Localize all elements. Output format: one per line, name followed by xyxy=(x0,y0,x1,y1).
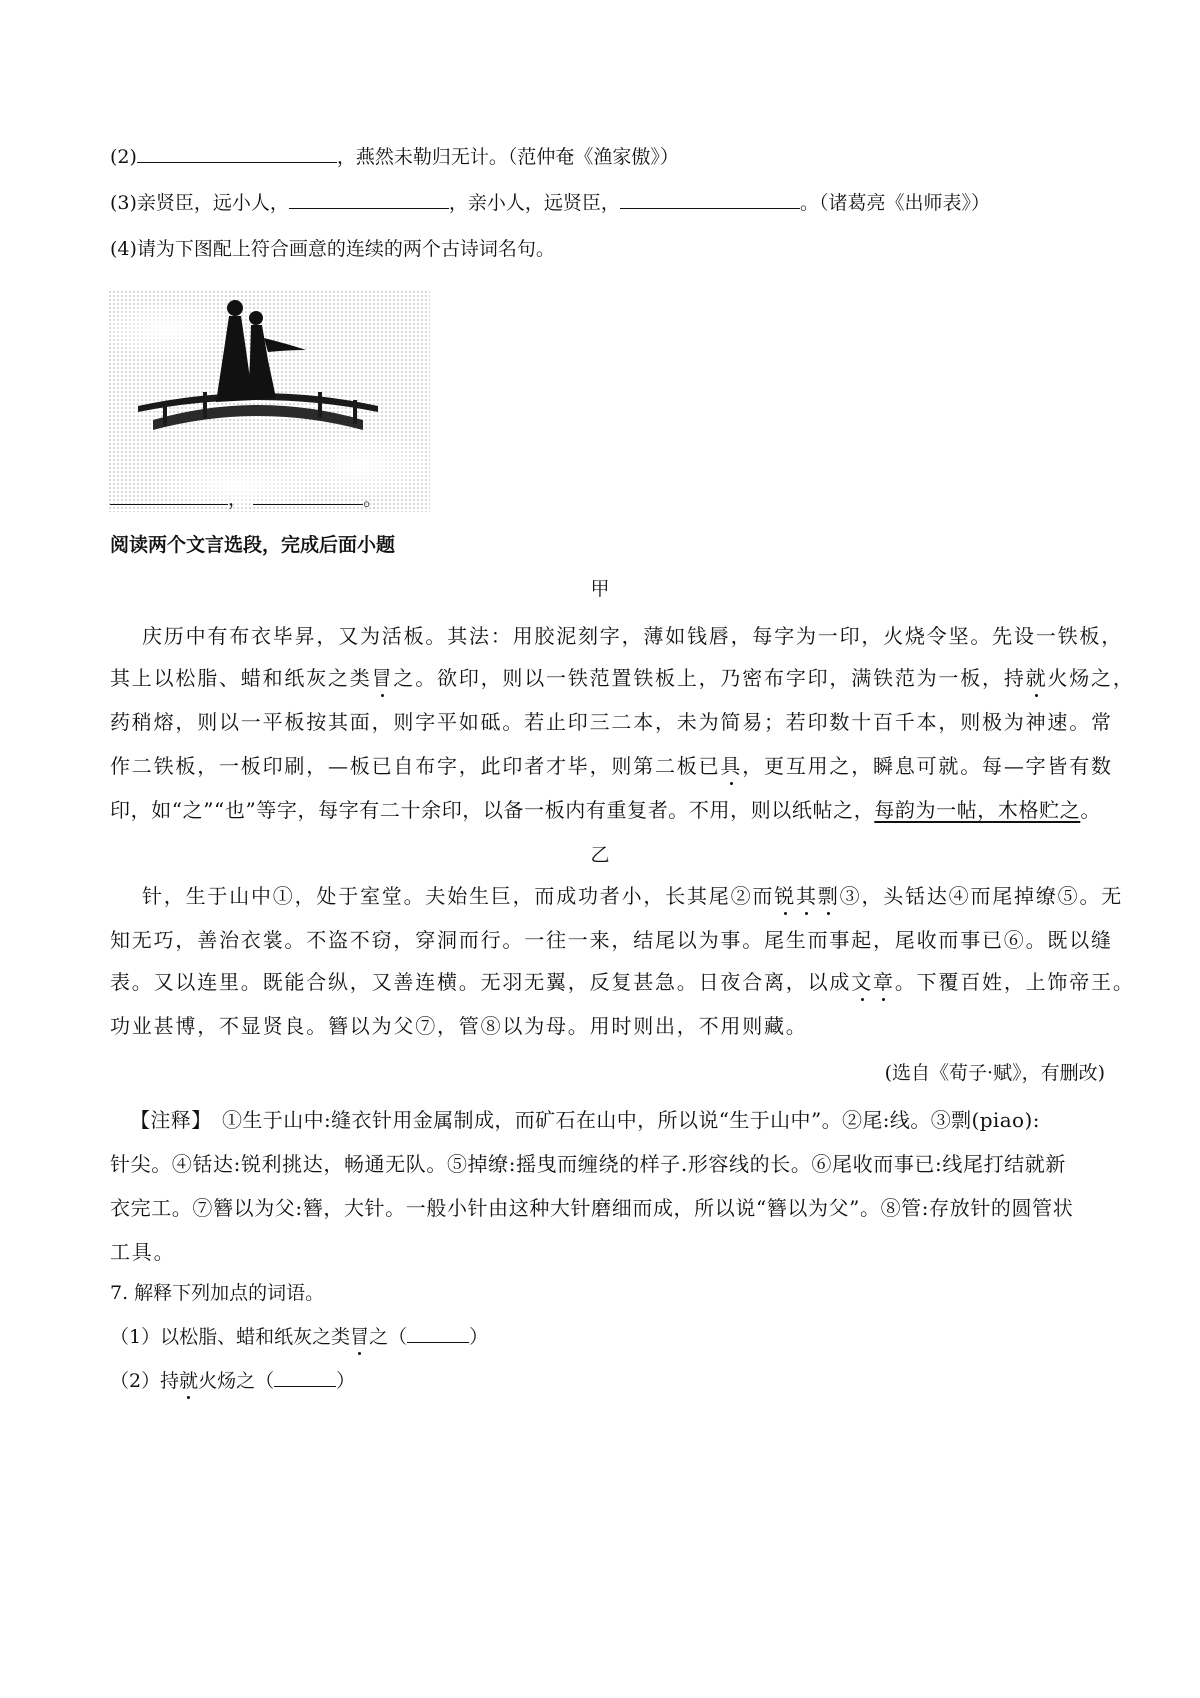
dotted-word: 锐 xyxy=(774,884,797,908)
answer-blank[interactable] xyxy=(110,486,228,505)
passage-b-line-1 xyxy=(110,880,1124,909)
text: 印，如“之”“也”等字，每字有二十余印，以备一板内有重复者。不用，则以纸帖之， xyxy=(110,798,875,822)
dotted-word: 章 xyxy=(873,970,895,994)
answer-blank[interactable] xyxy=(407,1324,469,1343)
passage-b-source: (选自《荀子·赋》，有删改) xyxy=(884,1062,1105,1084)
text: 之（ xyxy=(369,1326,408,1348)
dotted-word: 就 xyxy=(179,1370,199,1392)
answer-blank[interactable] xyxy=(253,486,363,505)
item-number: (2) xyxy=(110,146,137,168)
text: ③，头铦达④而尾掉缭⑤。无 xyxy=(839,884,1124,908)
passage-a-line-5 xyxy=(110,794,1100,823)
text: ，更互用之，瞬息可就。每—字皆有数 xyxy=(742,754,1113,778)
period: 。 xyxy=(363,488,383,510)
passage-a-line-4 xyxy=(110,750,1113,779)
q7-title: 7. 解释下列加点的词语。 xyxy=(110,1282,325,1304)
q7-item-2 xyxy=(110,1366,355,1393)
item-text: 。（诸葛亮《出师表》） xyxy=(799,192,990,214)
dotted-word: 冒 xyxy=(371,666,394,690)
passage-b-line-3 xyxy=(110,966,1135,995)
text: 。下覆百姓，上饰帝王。 xyxy=(894,970,1135,994)
q6-item-4: (4)请为下图配上符合画意的连续的两个古诗词名句。 xyxy=(110,238,555,260)
passage-a-line-3: 药稍熔，则以一平板按其面，则字平如砥。若止印三二本，未为简易；若印数十百千本，则极为神速。常 xyxy=(110,710,1113,734)
text: 表。又以连里。既能合纵，又善连横。无羽无翼，反复甚急。日夜合离，以成 xyxy=(110,970,852,994)
notes-line-2: 针尖。④铦达:锐利挑达，畅通无队。⑤掉缭:摇曳而缠绕的样子.形容线的长。⑥尾收而事已:线尾打结就新 xyxy=(110,1152,1066,1176)
passage-a-line-1: 庆历中有布衣毕昇，又为活板。其法：用胶泥刻字，薄如钱唇，每字为一印，火烧令坚。先设一铁板， xyxy=(142,624,1123,648)
passage-b-heading: 乙 xyxy=(590,844,610,866)
text: （1）以松脂、蜡和纸灰之类 xyxy=(110,1326,351,1348)
passage-a-line-2 xyxy=(110,662,1135,691)
passage-a-heading: 甲 xyxy=(590,578,610,600)
text: 针，生于山中①，处于室堂。夫始生巨，而成功者小，长其尾②而 xyxy=(142,884,775,908)
text: 作二铁板，一板印刷，—板已自布字，此印者才毕，则第二板已 xyxy=(110,754,721,778)
section-title: 阅读两个文言选段，完成后面小题 xyxy=(110,534,396,556)
answer-blank[interactable] xyxy=(274,1368,336,1387)
couple-on-bridge-illustration xyxy=(108,290,430,512)
q6-item-2 xyxy=(110,142,679,169)
text: 其上以松脂、蜡和纸灰之类 xyxy=(110,666,372,690)
answer-blank[interactable] xyxy=(620,190,800,209)
text: 火炀之， xyxy=(1047,666,1135,690)
passage-b-line-2: 知无巧，善治衣裳。不盗不窃，穿洞而行。一往一来，结尾以为事。尾生而事起，尾收而事已⑥。既以缝 xyxy=(110,928,1113,952)
text: 。 xyxy=(1080,798,1101,822)
text: ） xyxy=(469,1326,489,1348)
item-text: ，亲小人，远贤臣， xyxy=(448,192,620,214)
dotted-word: 冒 xyxy=(350,1326,370,1348)
answer-blank[interactable] xyxy=(137,144,337,163)
notes-line-1: 【注释】 ①生于山中:缝衣针用金属制成，而矿石在山中，所以说“生于山中”。②尾:线。③剽(piao): xyxy=(130,1108,1040,1132)
text: （2）持 xyxy=(110,1370,180,1392)
notes-line-4: 工具。 xyxy=(110,1240,176,1264)
text: 火炀之（ xyxy=(198,1370,275,1392)
item-text: (3)亲贤臣，远小人， xyxy=(110,192,289,214)
dotted-word: 其 xyxy=(796,884,818,908)
underlined-sentence: 每韵为一帖，木格贮之 xyxy=(874,798,1081,822)
dotted-word: 剽 xyxy=(817,884,840,908)
notes-line-3: 衣完工。⑦簪以为父:簪，大针。一般小针由这种大针磨细而成，所以说“簪以为父”。⑧管:存放针的圆管状 xyxy=(110,1196,1074,1220)
answer-blank[interactable] xyxy=(289,190,449,209)
text: 之。欲印，则以一铁范置铁板上，乃密布字印，满铁范为一板，持 xyxy=(393,666,1026,690)
dotted-word: 具 xyxy=(720,754,743,778)
item-text: ，燕然未勒归无计。（范仲奄《渔家傲》） xyxy=(336,146,679,168)
separator: ， xyxy=(228,488,248,510)
q6-item-3 xyxy=(110,188,990,215)
passage-b-line-4: 功业甚博，不显贤良。簪以为父⑦，管⑧以为母。用时则出，不用则藏。 xyxy=(110,1014,808,1038)
text: ） xyxy=(336,1370,356,1392)
dotted-word: 就 xyxy=(1025,666,1048,690)
q7-item-1 xyxy=(110,1322,488,1349)
q6-item-4-answer xyxy=(110,484,382,511)
dotted-word: 文 xyxy=(851,970,874,994)
